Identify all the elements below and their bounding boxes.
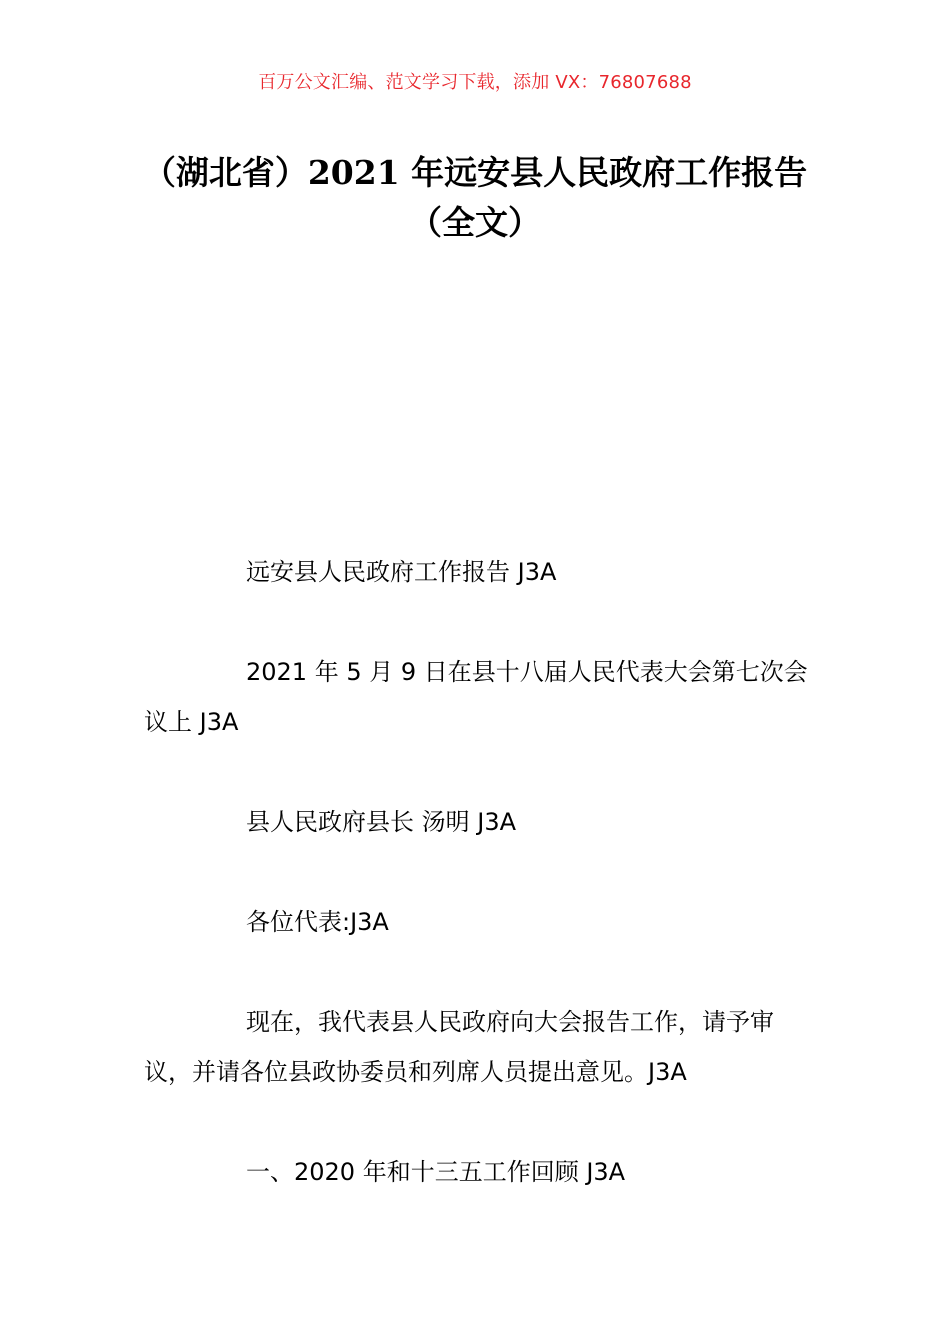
paragraph-salutation: 各位代表:J3A xyxy=(246,908,389,936)
paragraph-opening: 现在，我代表县人民政府向大会报告工作，请予审议，并请各位县政协委员和列席人员提出意见。J3A xyxy=(144,1008,774,1086)
paragraph-meeting-date: 2021 年 5 月 9 日在县十八届人民代表大会第七次会议上 J3A xyxy=(144,658,808,736)
header-note: 百万公文汇编、范文学习下载，添加 VX：76807688 xyxy=(258,72,692,93)
paragraph-report-name: 远安县人民政府工作报告 J3A xyxy=(246,558,557,586)
document-title: （湖北省）2021 年远安县人民政府工作报告（全文） xyxy=(142,153,808,242)
paragraph-speaker: 县人民政府县长 汤明 J3A xyxy=(246,808,517,836)
paragraph-section-heading: 一、2020 年和十三五工作回顾 J3A xyxy=(246,1158,626,1186)
